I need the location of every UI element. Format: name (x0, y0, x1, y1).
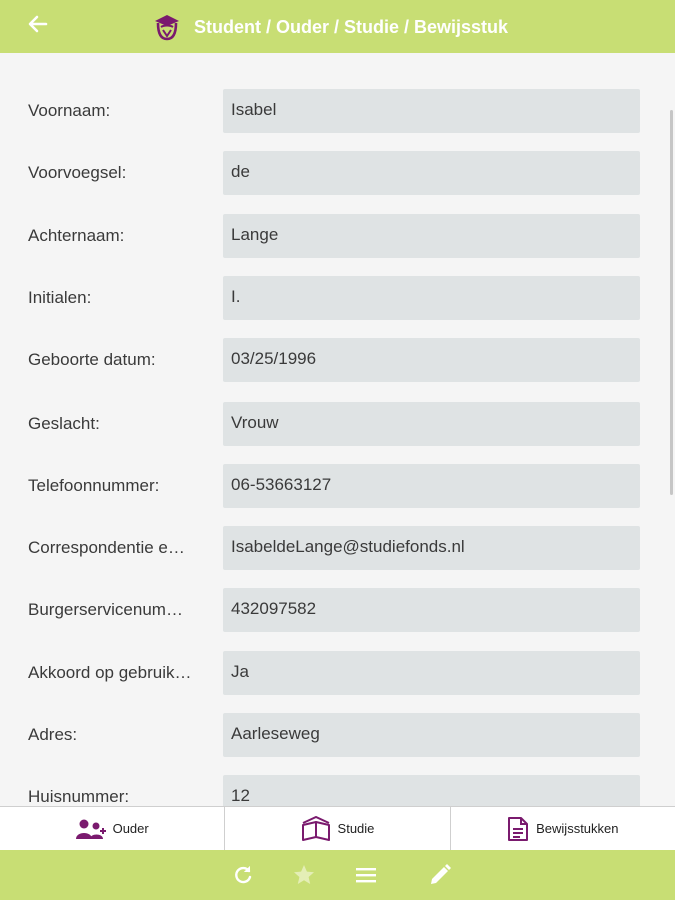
tab-bewijsstukken[interactable] (451, 807, 675, 850)
menu-icon (354, 863, 378, 887)
book-icon (301, 816, 331, 842)
field-value[interactable]: I. (223, 276, 640, 320)
field-label: Akkoord op gebruik… (28, 663, 192, 682)
favorite-button[interactable] (292, 863, 316, 887)
edit-button[interactable] (428, 863, 452, 887)
field-value[interactable]: IsabeldeLange@studiefonds.nl (223, 526, 640, 570)
field-value[interactable]: Ja (223, 651, 640, 695)
refresh-button[interactable] (231, 863, 255, 887)
menu-button[interactable] (354, 863, 378, 887)
graduate-logo-icon (152, 12, 182, 42)
field-label: Burgerservicenum… (28, 600, 183, 619)
field-row-adres (0, 713, 675, 759)
field-row-geslacht (0, 402, 675, 448)
field-label: Correspondentie e… (28, 538, 185, 557)
document-icon (507, 816, 529, 842)
tab-label: Studie (337, 821, 375, 836)
bottom-toolbar (0, 850, 675, 900)
field-label: Adres: (28, 725, 78, 744)
field-label: Achternaam: (28, 226, 125, 245)
field-value[interactable]: Vrouw (223, 402, 640, 446)
field-row-initialen (0, 276, 675, 322)
field-value[interactable]: 06-53663127 (223, 464, 640, 508)
field-value[interactable]: Aarleseweg (223, 713, 640, 757)
refresh-icon (231, 863, 255, 887)
arrow-left-icon (24, 10, 52, 38)
field-row-huisnummer (0, 775, 675, 806)
field-value[interactable]: Lange (223, 214, 640, 258)
field-value[interactable]: Isabel (223, 89, 640, 133)
field-label: Voornaam: (28, 101, 111, 120)
field-label: Geslacht: (28, 414, 100, 433)
field-value[interactable]: de (223, 151, 640, 195)
field-label: Huisnummer: (28, 787, 130, 806)
field-row-burgerservicenummer (0, 588, 675, 634)
field-row-achternaam (0, 214, 675, 260)
field-value[interactable]: 432097582 (223, 588, 640, 632)
tab-studie[interactable] (225, 807, 450, 850)
back-button[interactable] (24, 10, 52, 38)
header-bar (0, 0, 675, 53)
tab-label: Ouder (112, 821, 149, 836)
field-label: Initialen: (28, 288, 92, 307)
field-label: Telefoonnummer: (28, 476, 160, 495)
field-label: Geboorte datum: (28, 350, 156, 369)
field-row-correspondentie-email (0, 526, 675, 572)
header-title-group (152, 11, 508, 43)
pencil-icon (428, 863, 452, 887)
tab-label: Bewijsstukken (536, 821, 619, 836)
field-row-telefoonnummer (0, 464, 675, 510)
field-row-geboorte-datum (0, 338, 675, 384)
tab-ouder[interactable] (0, 807, 225, 850)
field-row-akkoord (0, 651, 675, 697)
parents-icon (76, 818, 106, 840)
star-icon (292, 863, 316, 887)
field-label: Voorvoegsel: (28, 163, 127, 182)
field-value[interactable]: 12 (223, 775, 640, 806)
field-value[interactable]: 03/25/1996 (223, 338, 640, 382)
scrollbar[interactable] (670, 110, 673, 495)
form-content[interactable] (0, 53, 675, 806)
field-row-voorvoegsel (0, 151, 675, 197)
field-row-voornaam (0, 89, 675, 135)
tab-bar (0, 806, 675, 850)
page-title: Student / Ouder / Studie / Bewijsstuk (194, 16, 509, 37)
